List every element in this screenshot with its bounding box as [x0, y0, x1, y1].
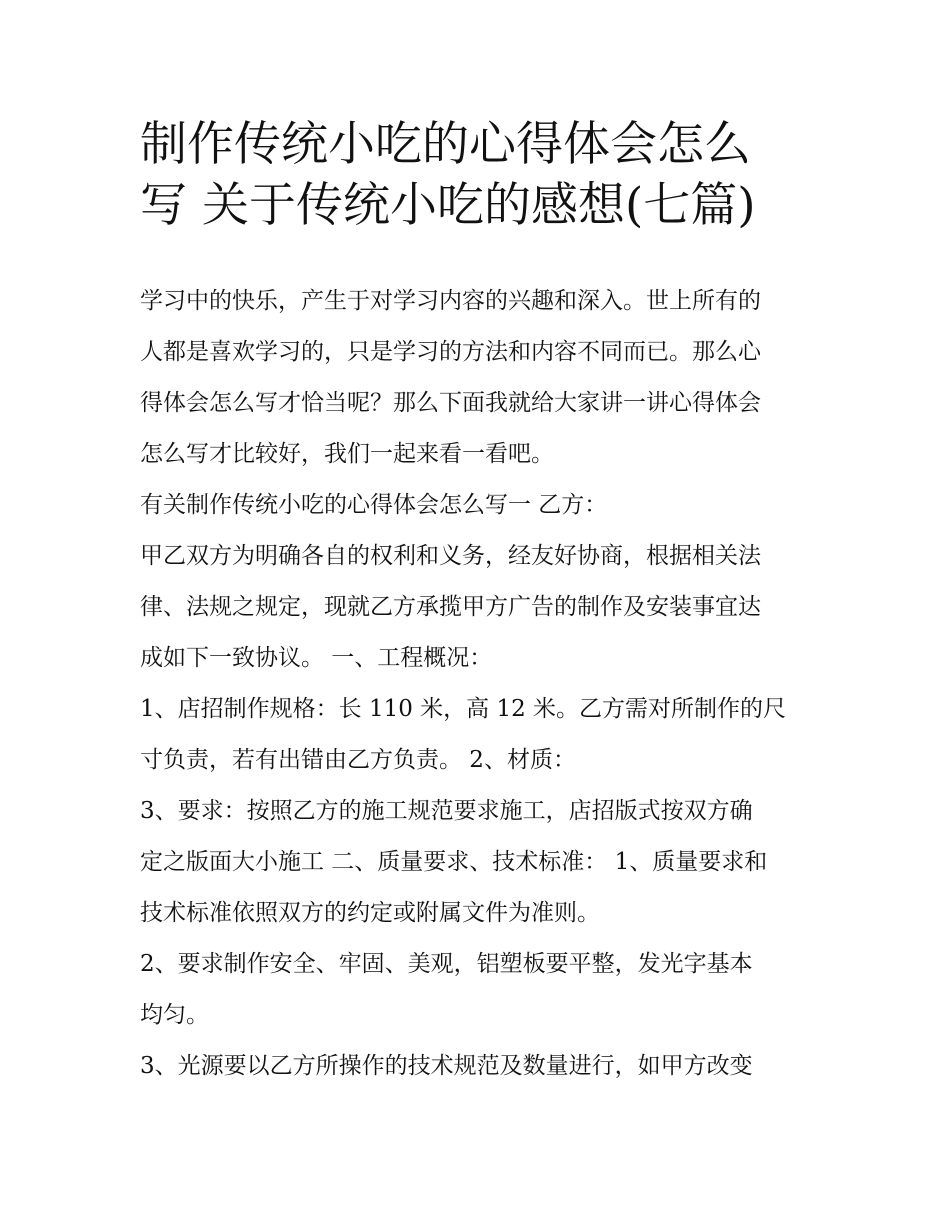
document-body	[140, 282, 820, 1098]
body-line: 2、要求制作安全、牢固、美观，铝塑板要平整，发光字基本	[140, 951, 753, 977]
body-line: 成如下一致协议。 一、工程概况：	[140, 645, 493, 671]
body-line: 怎么写才比较好，我们一起来看一看吧。	[140, 441, 554, 467]
body-line: 3、要求：按照乙方的施工规范要求施工，店招版式按双方确	[140, 798, 753, 824]
title-line-1: 制作传统小吃的心得体会怎么	[140, 117, 751, 172]
body-line: 甲乙双方为明确各自的权利和义务，经友好协商，根据相关法	[140, 543, 761, 569]
body-line: 技术标准依照双方的约定或附属文件为准则。	[140, 900, 600, 926]
body-line: 均匀。	[140, 1002, 209, 1028]
body-line: 有关制作传统小吃的心得体会怎么写一 乙方：	[140, 492, 608, 518]
body-line: 寸负责，若有出错由乙方负责。 2、材质：	[140, 747, 576, 773]
body-line: 律、法规之规定，现就乙方承揽甲方广告的制作及安装事宜达	[140, 594, 761, 620]
body-line: 得体会怎么写才恰当呢？那么下面我就给大家讲一讲心得体会	[140, 390, 761, 416]
document-title	[140, 114, 840, 236]
title-line-2: 写 关于传统小吃的感想(七篇)	[140, 178, 756, 233]
body-line: 人都是喜欢学习的，只是学习的方法和内容不同而已。那么心	[140, 339, 761, 365]
body-line: 1、店招制作规格：长 110 米，高 12 米。乙方需对所制作的尺	[140, 696, 787, 722]
body-line: 定之版面大小施工 二、质量要求、技术标准： 1、质量要求和	[140, 849, 768, 875]
body-line: 3、光源要以乙方所操作的技术规范及数量进行，如甲方改变	[140, 1053, 753, 1079]
body-line: 学习中的快乐，产生于对学习内容的兴趣和深入。世上所有的	[140, 288, 761, 314]
